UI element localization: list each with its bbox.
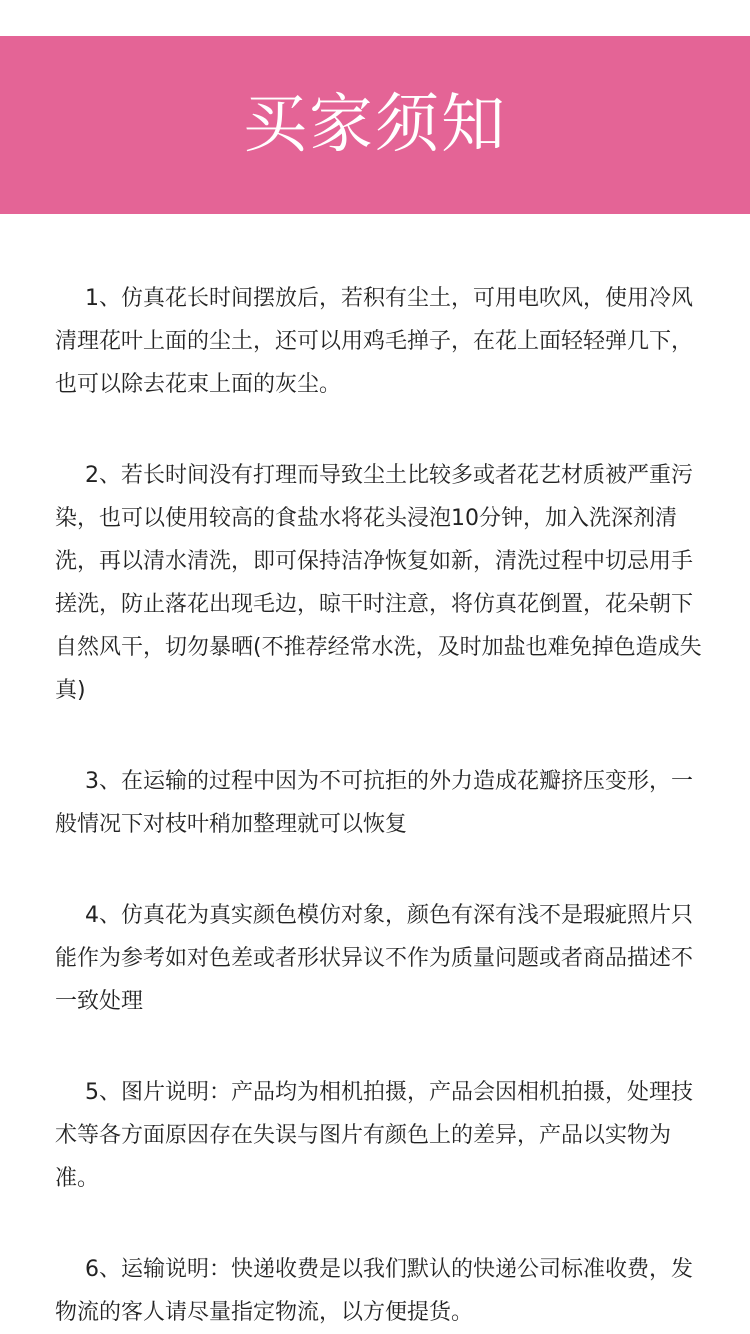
title-banner (0, 36, 750, 214)
notice-shipping-damage: 3、在运输的过程中因为不可抗拒的外力造成花瓣挤压变形，一般情况下对枝叶稍加整理就可以恢复 (55, 769, 693, 837)
notice-shipping-info: 6、运输说明：快递收费是以我们默认的快递公司标准收费，发物流的客人请尽量指定物流，以方便提货。 (55, 1257, 693, 1325)
top-spacer (0, 0, 750, 36)
notice-photo-description: 5、图片说明：产品均为相机拍摄，产品会因相机拍摄，处理技术等各方面原因存在失误与图片有颜色上的差异，产品以实物为准。 (55, 1080, 693, 1191)
notice-cleaning: 1、仿真花长时间摆放后，若积有尘土，可用电吹风，使用冷风清理花叶上面的尘土，还可以用鸡毛掸子，在花上面轻轻弹几下，也可以除去花束上面的灰尘。 (55, 286, 694, 397)
page-title: 买家须知 (243, 88, 507, 162)
notice-color-difference: 4、仿真花为真实颜色模仿对象，颜色有深有浅不是瑕疵照片只能作为参考如对色差或者形状异议不作为质量问题或者商品描述不一致处理 (55, 903, 694, 1014)
notice-washing: 2、若长时间没有打理而导致尘土比较多或者花艺材质被严重污染，也可以使用较高的食盐水将花头浸泡10分钟，加入洗深剂清洗，再以清水清洗，即可保持洁净恢复如新，清洗过程中切忌用手搓洗，防止落花出现毛边，晾干时注意，将仿真花倒置，花朵朝下自然风干，切勿暴晒(不推荐经常水洗，及时加盐也难免掉色造成失真) (55, 463, 702, 703)
notice-list (0, 214, 750, 1334)
